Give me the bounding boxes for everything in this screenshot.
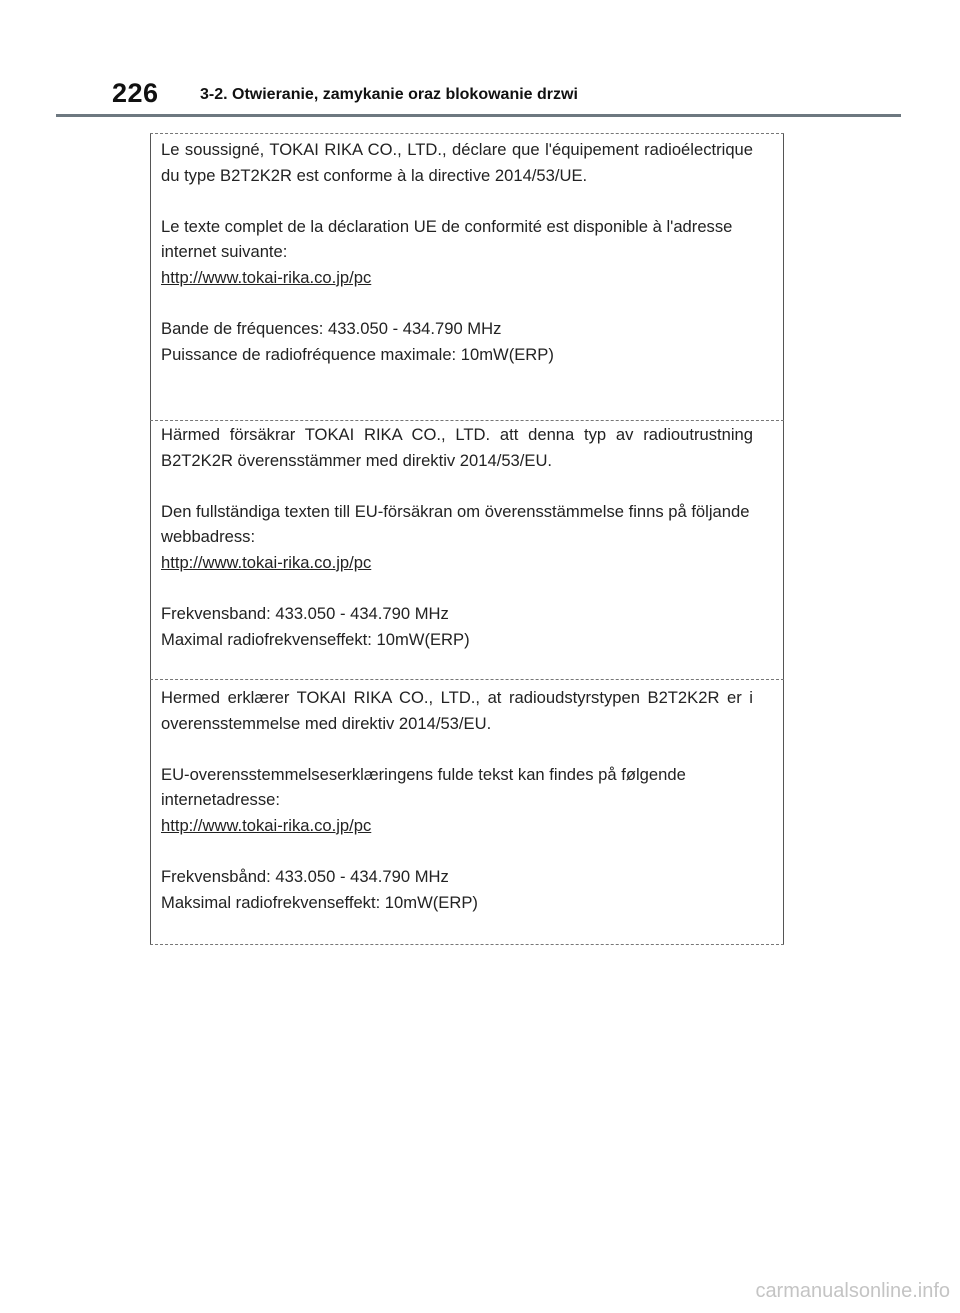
fulltext-text (161, 214, 753, 291)
box-bottom-border (150, 944, 784, 945)
section-title: 3-2. Otwieranie, zamykanie oraz blokowanie drzwi (200, 86, 578, 103)
fulltext-line: Le texte complet de la déclaration UE de conformité est disponible à l'adresse internet suivante: (161, 216, 733, 262)
fulltext-line: EU-overensstemmelseserklæringens fulde tekst kan findes på følgende internetadresse: (161, 764, 686, 810)
fulltext-text (161, 762, 753, 839)
declaration-text: Härmed försäkrar TOKAI RIKA CO., LTD. att denna typ av radioutrustning B2T2K2R överensstämmer med direktiv 2014/53/EU. (161, 425, 753, 470)
declaration-url-link[interactable]: http://www.tokai-rika.co.jp/pc (161, 552, 372, 572)
section-divider (150, 420, 784, 421)
fulltext-line: Den fullständiga texten till EU-försäkran om överensstämmelse finns på följande webbadress: (161, 501, 750, 547)
spec-block (161, 864, 753, 915)
declaration-url-link[interactable]: http://www.tokai-rika.co.jp/pc (161, 815, 372, 835)
frequency-band: Bande de fréquences: 433.050 - 434.790 MHz (161, 319, 502, 339)
max-power: Maximal radiofrekvenseffekt: 10mW(ERP) (161, 629, 470, 649)
frequency-band: Frekvensband: 433.050 - 434.790 MHz (161, 604, 449, 624)
box-top-border (150, 133, 784, 134)
page-number: 226 (112, 78, 159, 108)
declaration-section-fr (161, 137, 753, 367)
fulltext-text (161, 499, 753, 576)
spec-block (161, 316, 753, 367)
header-rule (56, 114, 901, 117)
spec-block (161, 601, 753, 652)
page-header (112, 78, 892, 114)
max-power: Maksimal radiofrekvenseffekt: 10mW(ERP) (161, 892, 478, 912)
watermark: carmanualsonline.info (755, 1280, 950, 1302)
declaration-text: Le soussigné, TOKAI RIKA CO., LTD., déclare que l'équipement radioélectrique du type B2T2K2R est conforme à la directive 2014/53/UE. (161, 140, 753, 185)
declaration-text: Hermed erklærer TOKAI RIKA CO., LTD., at radioudstyrstypen B2T2K2R er i overensstemmelse med direktiv 2014/53/EU. (161, 688, 753, 733)
declaration-url-link[interactable]: http://www.tokai-rika.co.jp/pc (161, 267, 372, 287)
section-divider (150, 679, 784, 680)
max-power: Puissance de radiofréquence maximale: 10mW(ERP) (161, 344, 554, 364)
declaration-section-da (161, 685, 753, 915)
frequency-band: Frekvensbånd: 433.050 - 434.790 MHz (161, 867, 449, 887)
declaration-section-sv (161, 422, 753, 652)
